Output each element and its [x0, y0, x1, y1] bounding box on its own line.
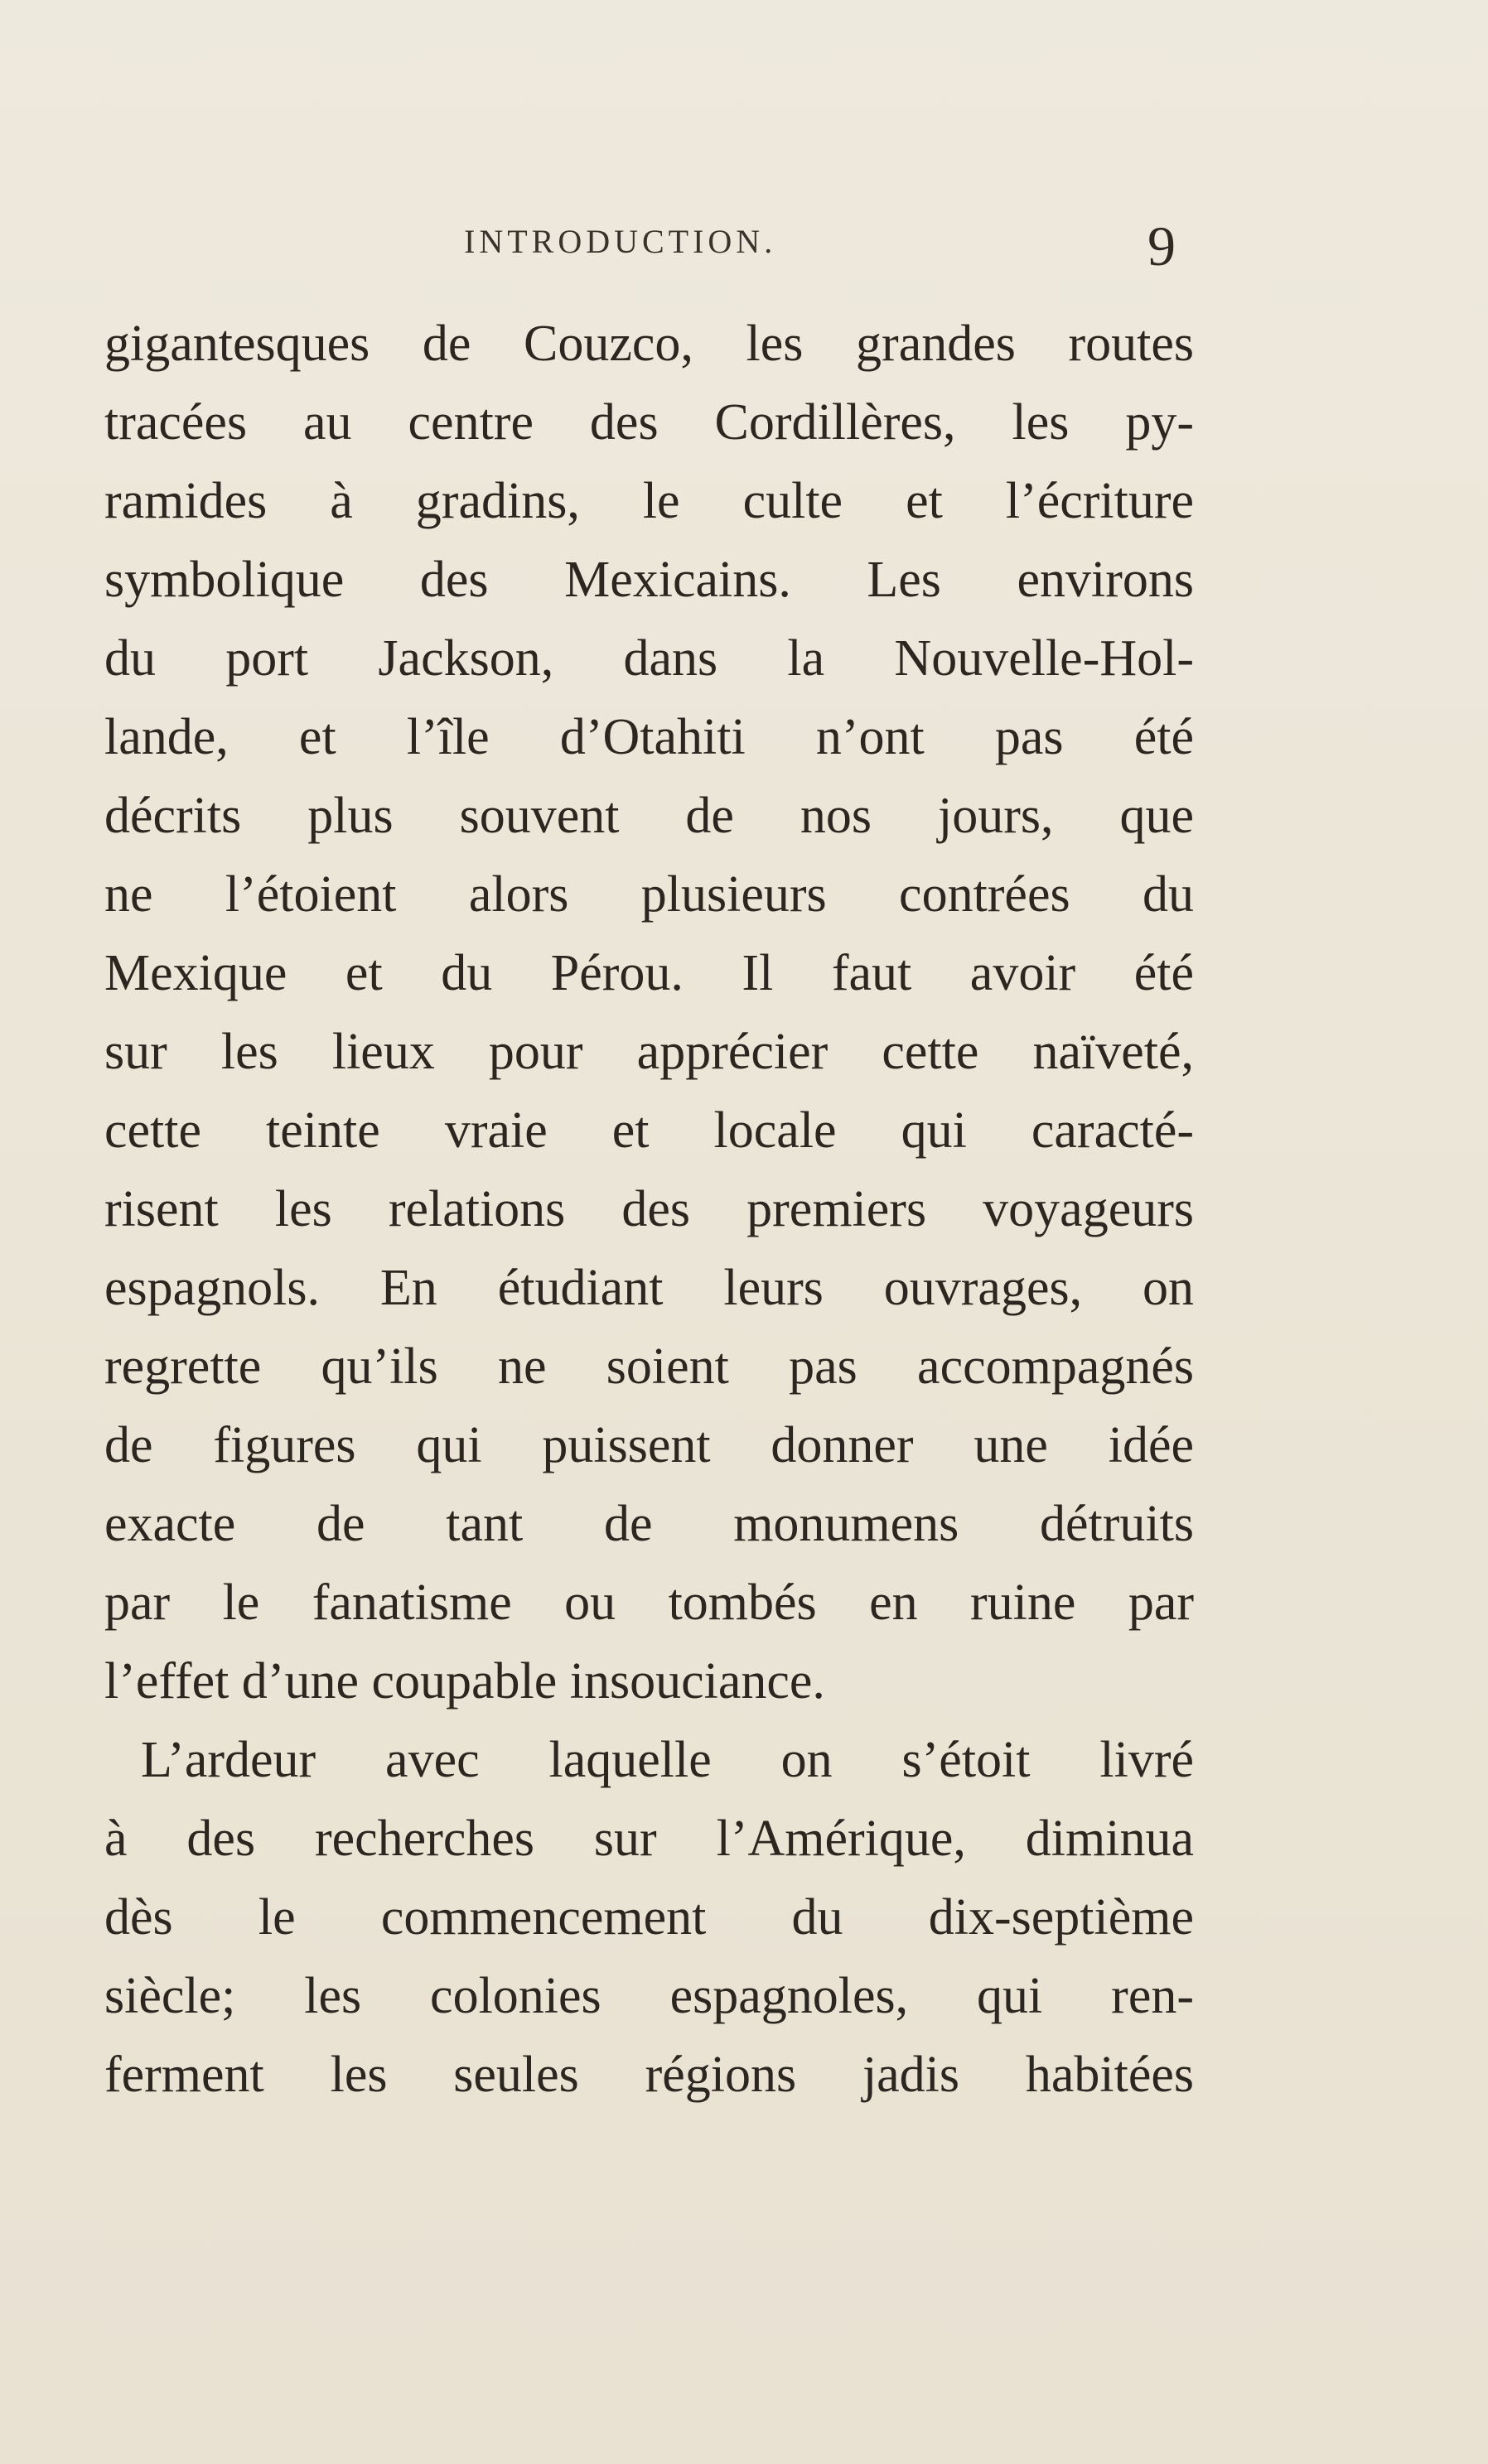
body-text	[104, 305, 1194, 2114]
text-line: de figures qui puissent donner une idée	[104, 1417, 1194, 1473]
text-line: décrits plus souvent de nos jours, que	[104, 788, 1194, 844]
text-line: ferment les seules régions jadis habitées	[104, 2047, 1194, 2103]
page-number: 9	[1147, 215, 1176, 277]
running-title: INTRODUCTION.	[464, 223, 777, 260]
text-line: regrette qu’ils ne soient pas accompagnés	[104, 1338, 1194, 1395]
text-line: siècle; les colonies espagnoles, qui ren-	[104, 1968, 1194, 2024]
paragraph-start-line: L’ardeur avec laquelle on s’étoit livré	[141, 1732, 1194, 1788]
text-line: lande, et l’île d’Otahiti n’ont pas été	[104, 709, 1194, 765]
text-line: exacte de tant de monumens détruits	[104, 1496, 1194, 1552]
text-line: sur les lieux pour apprécier cette naïveté,	[104, 1024, 1194, 1080]
text-line: à des recherches sur l’Amérique, diminua	[104, 1811, 1194, 1867]
text-line: gigantesques de Couzco, les grandes routes	[104, 316, 1194, 372]
text-line: symbolique des Mexicains. Les environs	[104, 552, 1194, 608]
text-line: risent les relations des premiers voyageurs	[104, 1181, 1194, 1237]
text-line: tracées au centre des Cordillères, les py-	[104, 394, 1194, 451]
text-line: espagnols. En étudiant leurs ouvrages, on	[104, 1260, 1194, 1316]
paragraph-end-line: l’effet d’une coupable insouciance.	[104, 1653, 825, 1709]
text-line: du port Jackson, dans la Nouvelle-Hol-	[104, 630, 1194, 687]
text-line: ramides à gradins, le culte et l’écriture	[104, 473, 1194, 529]
text-line: ne l’étoient alors plusieurs contrées du	[104, 866, 1194, 923]
text-line: Mexique et du Pérou. Il faut avoir été	[104, 945, 1194, 1001]
text-line: dès le commencement du dix-septième	[104, 1889, 1194, 1946]
text-line: cette teinte vraie et locale qui caracté-	[104, 1102, 1194, 1159]
text-line: par le fanatisme ou tombés en ruine par	[104, 1574, 1194, 1631]
